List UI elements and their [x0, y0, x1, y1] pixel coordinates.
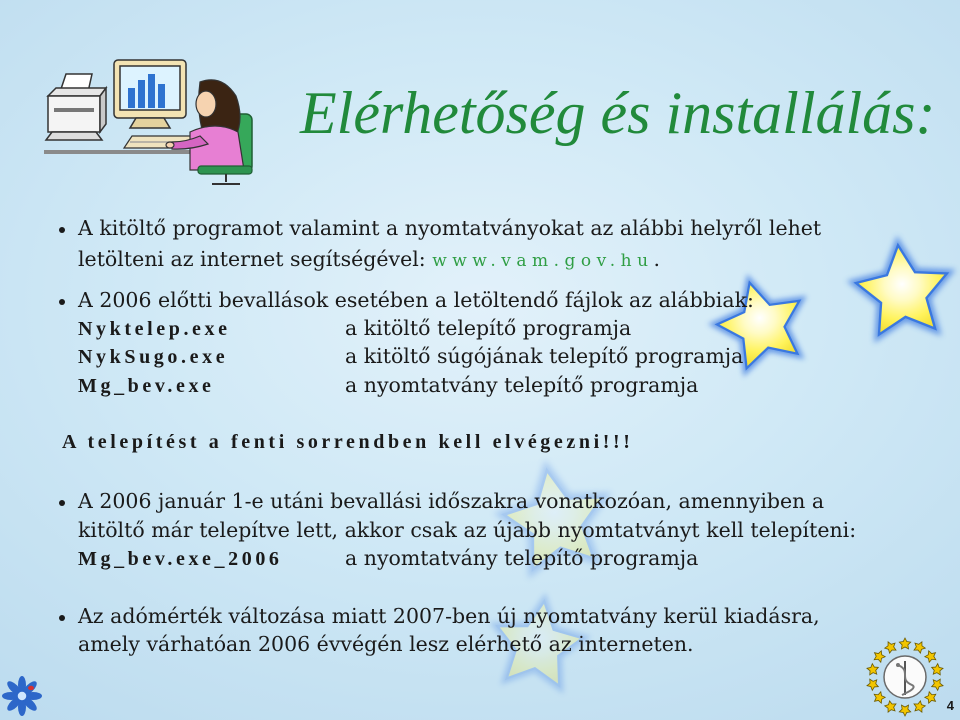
- star-decoration: [853, 240, 953, 336]
- slide-title: Elérhetőség és installálás:: [300, 80, 936, 146]
- notice-line-1: Az adómérték változása miatt 2007-ben új nyomtatvány kerül kiadásra,: [78, 604, 820, 628]
- file-description: a nyomtatvány telepítő programja: [345, 373, 699, 397]
- bullet-icon: [59, 299, 65, 305]
- intro-line-2-period: .: [653, 247, 661, 271]
- computer-user-illustration: [40, 52, 260, 187]
- snowflake-logo: [0, 674, 44, 718]
- pre2006-heading: A 2006 előtti bevallások esetében a letöltendő fájlok az alábbiak:: [78, 288, 754, 312]
- install-order-warning: A telepítést a fenti sorrendben kell elvégezni!!!: [62, 431, 634, 453]
- intro-line-2: [78, 245, 660, 275]
- stars-ring-emblem: [862, 633, 948, 719]
- printer-icon: [46, 74, 106, 140]
- chair-seat: [198, 166, 252, 184]
- intro-line-2-text: letölteni az internet segítségével:: [78, 247, 433, 271]
- file-name: Mg_bev.exe_2006: [78, 548, 283, 570]
- page-number: 4: [946, 698, 954, 713]
- file-row: [78, 314, 631, 343]
- file-row: [78, 371, 698, 400]
- file-name: Mg_bev.exe: [78, 375, 215, 397]
- file-description: a kitöltő súgójának telepítő programja: [345, 344, 744, 368]
- notice-line-2: amely várhatóan 2006 évvégén lesz elérhető az interneten.: [78, 632, 694, 656]
- file-description: a kitöltő telepítő programja: [345, 316, 632, 340]
- file-row: [78, 342, 743, 371]
- file-name: NykSugo.exe: [78, 346, 229, 368]
- post2006-line-1: A 2006 január 1-e utáni bevallási időszakra vonatkozóan, amennyiben a: [78, 489, 825, 513]
- monitor-icon: [114, 60, 186, 128]
- intro-line-1: A kitöltő programot valamint a nyomtatványokat az alábbi helyről lehet: [78, 216, 822, 240]
- bullet-icon: [59, 227, 65, 233]
- file-description: a nyomtatvány telepítő programja: [345, 546, 699, 570]
- post2006-line-2: kitöltő már telepítve lett, akkor csak az újabb nyomtatványt kell telepíteni:: [78, 518, 857, 542]
- bullet-icon: [59, 500, 65, 506]
- bullet-icon: [59, 615, 65, 621]
- file-row: [78, 544, 698, 573]
- file-name: Nyktelep.exe: [78, 318, 231, 340]
- website-link[interactable]: www.vam.gov.hu: [432, 251, 654, 271]
